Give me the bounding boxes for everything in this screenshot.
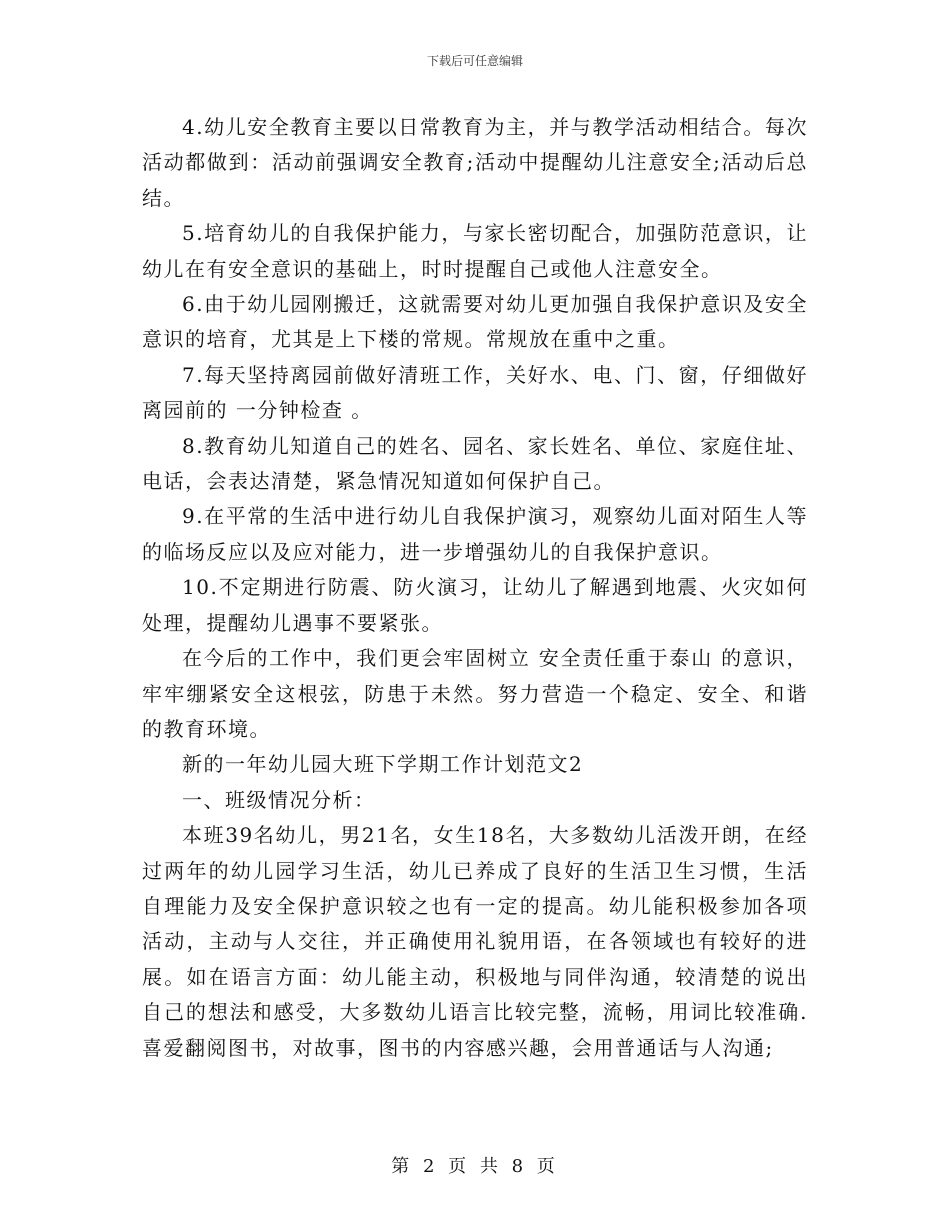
section-title: 新的一年幼儿园大班下学期工作计划范文2: [182, 752, 584, 777]
paragraph-item-8: 8.教育幼儿知道自己的姓名、园名、家长姓名、单位、家庭住址、电话，会表达清楚，紧急情况知道如何保护自己。: [142, 433, 808, 494]
paragraph-item-7: 7.每天坚持离园前做好清班工作，关好水、电、门、窗，仔细做好离园前的 一分钟检查 。: [142, 362, 808, 423]
paragraph-item-10: 10.不定期进行防震、防火演习，让幼儿了解遇到地震、火灾如何处理，提醒幼儿遇事不要紧张。: [142, 575, 808, 635]
document-body: [142, 110, 808, 1066]
paragraph-item-4: 4.幼儿安全教育主要以日常教育为主，并与教学活动相结合。每次活动都做到：活动前强调安全教育;活动中提醒幼儿注意安全;活动后总结。: [142, 115, 808, 210]
page-header-note: 下载后可任意编辑: [426, 54, 523, 68]
page-number: 第 2 页 共 8 页: [391, 1156, 559, 1177]
section-heading-class-analysis: 一、班级情况分析：: [182, 787, 376, 812]
closing-paragraph: 在今后的工作中，我们更会牢固树立 安全责任重于泰山 的意识，牢牢绷紧安全这根弦，防患于未然。努力营造一个稳定、安全、和谐的教育环境。: [142, 646, 808, 741]
paragraph-item-5: 5.培育幼儿的自我保护能力，与家长密切配合，加强防范意识，让幼儿在有安全意识的基础上，时时提醒自己或他人注意安全。: [142, 221, 808, 281]
paragraph-item-6: 6.由于幼儿园刚搬迁，这就需要对幼儿更加强自我保护意识及安全意识的培育，尤其是上下楼的常规。常规放在重中之重。: [142, 292, 808, 352]
class-analysis-paragraph: 本班39名幼儿，男21名，女生18名，大多数幼儿活泼开朗，在经过两年的幼儿园学习生活，幼儿已养成了良好的生活卫生习惯，生活自理能力及安全保护意识较之也有一定的提高。幼儿能积极参加各项活动，主动与人交往，并正确使用礼貌用语，在各领域也有较好的进展。如在语言方面：幼儿能主动，积极地与同伴沟通，较清楚的说出自己的想法和感受，大多数幼儿语言比较完整，流畅，用词比较准确.喜爱翻阅图书，对故事，图书的内容感兴趣，会用普通话与人沟通;: [142, 823, 808, 1060]
paragraph-item-9: 9.在平常的生活中进行幼儿自我保护演习，观察幼儿面对陌生人等的临场反应以及应对能力，进一步增强幼儿的自我保护意识。: [142, 504, 808, 564]
